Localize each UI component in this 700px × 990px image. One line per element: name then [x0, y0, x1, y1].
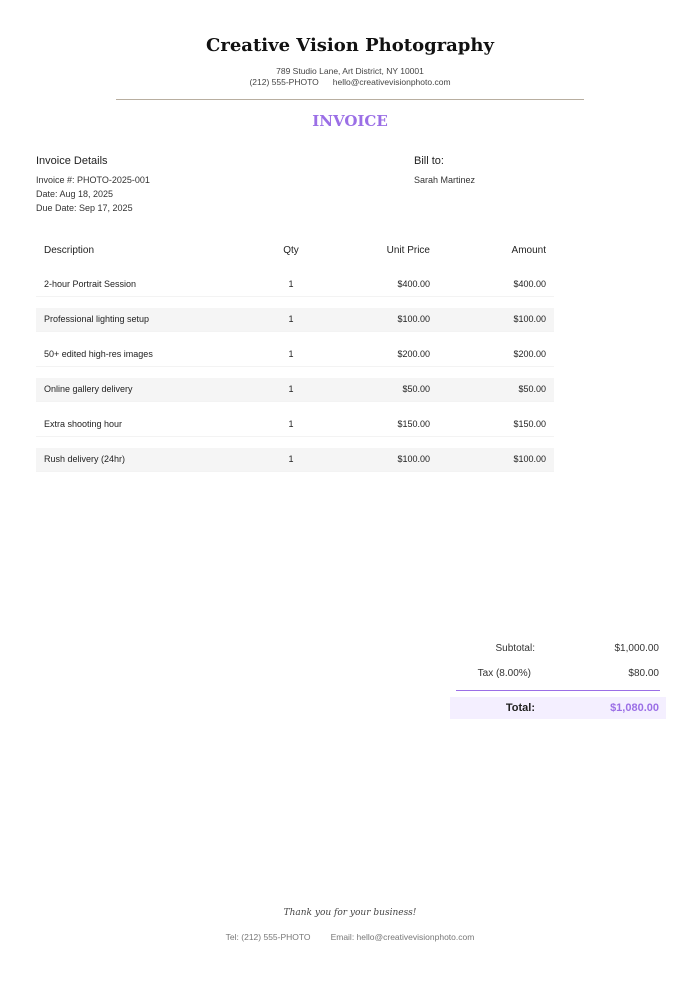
invoice-due-date: Due Date: Sep 17, 2025	[36, 203, 133, 213]
tax-label: Tax (8.00%)	[477, 668, 531, 679]
item-qty: 1	[246, 273, 336, 296]
bill-to-heading: Bill to:	[414, 155, 444, 167]
item-amount: $200.00	[438, 343, 554, 366]
table-header-row	[36, 240, 554, 261]
total-row	[450, 697, 666, 719]
item-amount: $50.00	[438, 378, 554, 401]
company-address: 789 Studio Lane, Art District, NY 10001	[276, 66, 424, 76]
table-row	[36, 273, 554, 296]
item-unit-price: $200.00	[336, 343, 438, 366]
item-qty: 1	[246, 308, 336, 331]
line-items-table	[36, 240, 554, 472]
bill-to	[414, 155, 664, 187]
item-amount: $100.00	[438, 308, 554, 331]
item-qty: 1	[246, 448, 336, 471]
item-description: 50+ edited high-res images	[36, 343, 246, 366]
header-divider	[116, 99, 584, 100]
footer-email: Email: hello@creativevisionphoto.com	[330, 932, 475, 942]
company-email: hello@creativevisionphoto.com	[332, 77, 451, 87]
column-header-qty: Qty	[283, 245, 299, 256]
subtotal-value: $1,000.00	[614, 643, 659, 654]
company-contact	[0, 77, 700, 87]
invoice-title: INVOICE	[312, 112, 388, 130]
item-unit-price: $400.00	[336, 273, 438, 296]
footer-tel: Tel: (212) 555-PHOTO	[225, 932, 311, 942]
item-description: Professional lighting setup	[36, 308, 246, 331]
total-label: Total:	[505, 702, 535, 714]
invoice-number: Invoice #: PHOTO-2025-001	[36, 175, 150, 185]
subtotal-label: Subtotal:	[495, 643, 535, 654]
item-description: Extra shooting hour	[36, 413, 246, 436]
column-header-description: Description	[44, 245, 95, 256]
item-description: Rush delivery (24hr)	[36, 448, 246, 471]
tax-value: $80.00	[628, 668, 659, 679]
item-description: 2-hour Portrait Session	[36, 273, 246, 296]
subtotal-row	[450, 640, 666, 665]
item-unit-price: $100.00	[336, 448, 438, 471]
footer-contact	[0, 932, 700, 942]
item-amount: $150.00	[438, 413, 554, 436]
item-amount: $100.00	[438, 448, 554, 471]
table-row	[36, 413, 554, 436]
table-row	[36, 343, 554, 366]
item-qty: 1	[246, 343, 336, 366]
table-row	[36, 448, 554, 471]
invoice-details-heading: Invoice Details	[36, 155, 108, 167]
invoice-details	[36, 155, 336, 215]
table-row	[36, 378, 554, 401]
totals-block	[450, 640, 666, 719]
item-unit-price: $50.00	[336, 378, 438, 401]
column-header-amount: Amount	[511, 245, 546, 256]
item-unit-price: $100.00	[336, 308, 438, 331]
company-name: Creative Vision Photography	[206, 35, 494, 56]
column-header-unit-price: Unit Price	[386, 245, 430, 256]
total-value: $1,080.00	[610, 702, 659, 714]
item-qty: 1	[246, 413, 336, 436]
item-amount: $400.00	[438, 273, 554, 296]
totals-divider	[456, 690, 660, 691]
tax-row	[450, 665, 666, 690]
item-qty: 1	[246, 378, 336, 401]
invoice-date: Date: Aug 18, 2025	[36, 189, 114, 199]
company-phone: (212) 555-PHOTO	[249, 77, 319, 87]
item-description: Online gallery delivery	[36, 378, 246, 401]
bill-to-name: Sarah Martinez	[414, 175, 476, 185]
thank-you-note: Thank you for your business!	[283, 908, 417, 918]
table-row	[36, 308, 554, 331]
item-unit-price: $150.00	[336, 413, 438, 436]
